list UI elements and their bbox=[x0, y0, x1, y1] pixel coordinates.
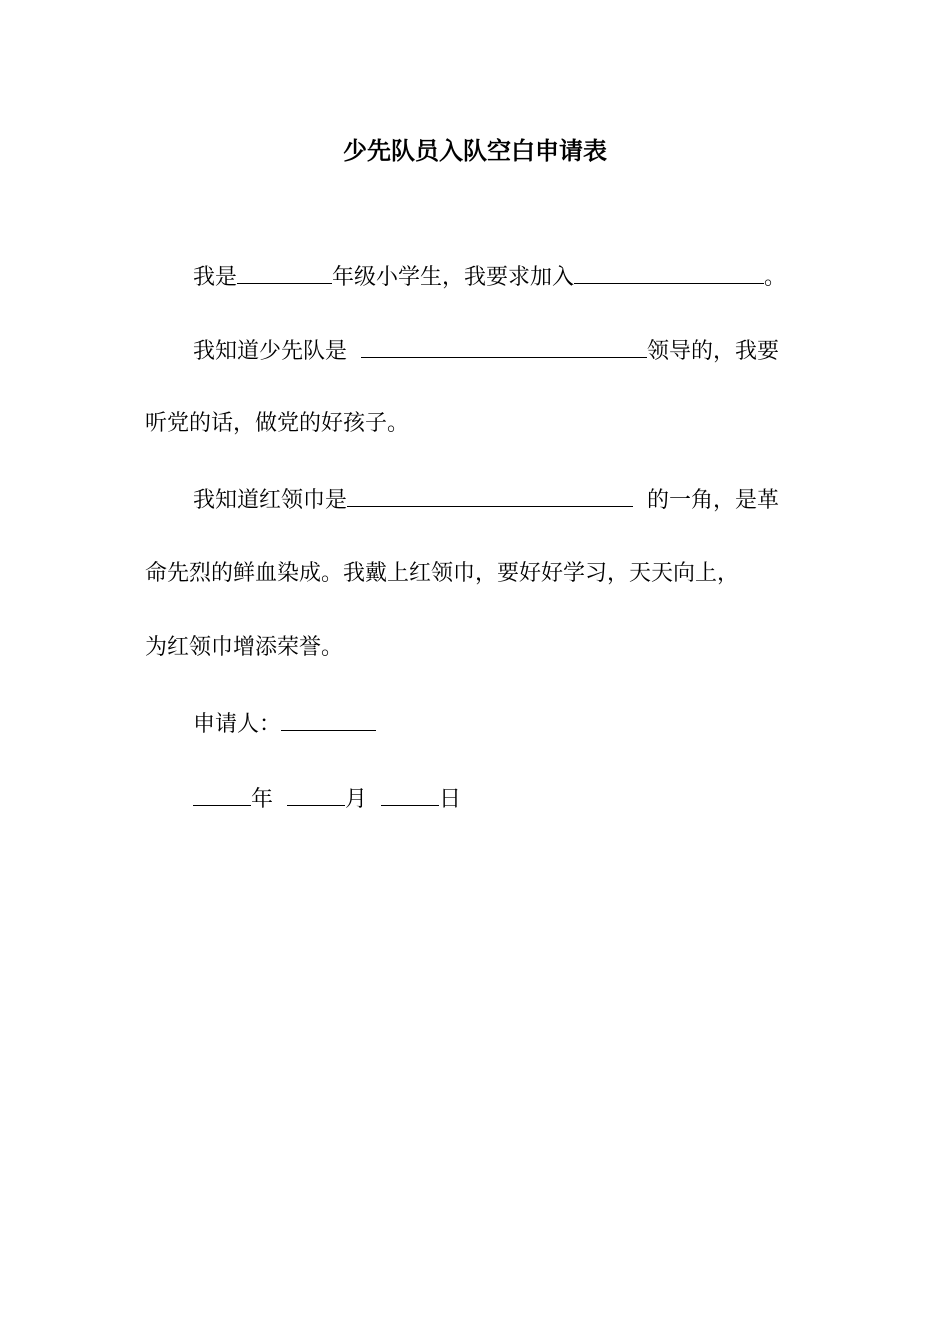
document-title: 少先队员入队空白申请表 bbox=[343, 136, 607, 165]
red-scarf-blank[interactable] bbox=[347, 484, 633, 507]
para2-line-2: 听党的话，做党的好孩子。 bbox=[145, 411, 410, 436]
date-line bbox=[193, 783, 461, 815]
para3-line-3: 为红领巾增添荣誉。 bbox=[145, 635, 344, 660]
year-blank[interactable] bbox=[193, 783, 251, 806]
para3-line-1 bbox=[193, 484, 779, 516]
organization-blank[interactable] bbox=[574, 261, 764, 284]
para2-text-2: 领导的，我要 bbox=[647, 339, 780, 364]
para3-text-2: 的一角，是革 bbox=[647, 488, 780, 513]
applicant-blank[interactable] bbox=[281, 708, 376, 731]
applicant-label: 申请人： bbox=[193, 712, 282, 737]
para1-line bbox=[193, 261, 786, 293]
para2-line-1 bbox=[193, 335, 779, 367]
leader-blank[interactable] bbox=[361, 335, 647, 358]
month-blank[interactable] bbox=[287, 783, 345, 806]
day-label: 日 bbox=[439, 787, 462, 812]
para2-text-1: 我知道少先队是 bbox=[193, 339, 348, 364]
month-label: 月 bbox=[345, 787, 368, 812]
para1-text-3: 。 bbox=[764, 265, 787, 290]
para1-text-2: 年级小学生，我要求加入 bbox=[332, 265, 575, 290]
para3-text-1: 我知道红领巾是 bbox=[193, 488, 348, 513]
grade-blank[interactable] bbox=[237, 261, 332, 284]
year-label: 年 bbox=[251, 787, 274, 812]
day-blank[interactable] bbox=[381, 783, 439, 806]
para3-line-2: 命先烈的鲜血染成。我戴上红领巾，要好好学习，天天向上， bbox=[145, 561, 740, 586]
para1-text-1: 我是 bbox=[193, 265, 238, 290]
applicant-line bbox=[193, 708, 376, 740]
